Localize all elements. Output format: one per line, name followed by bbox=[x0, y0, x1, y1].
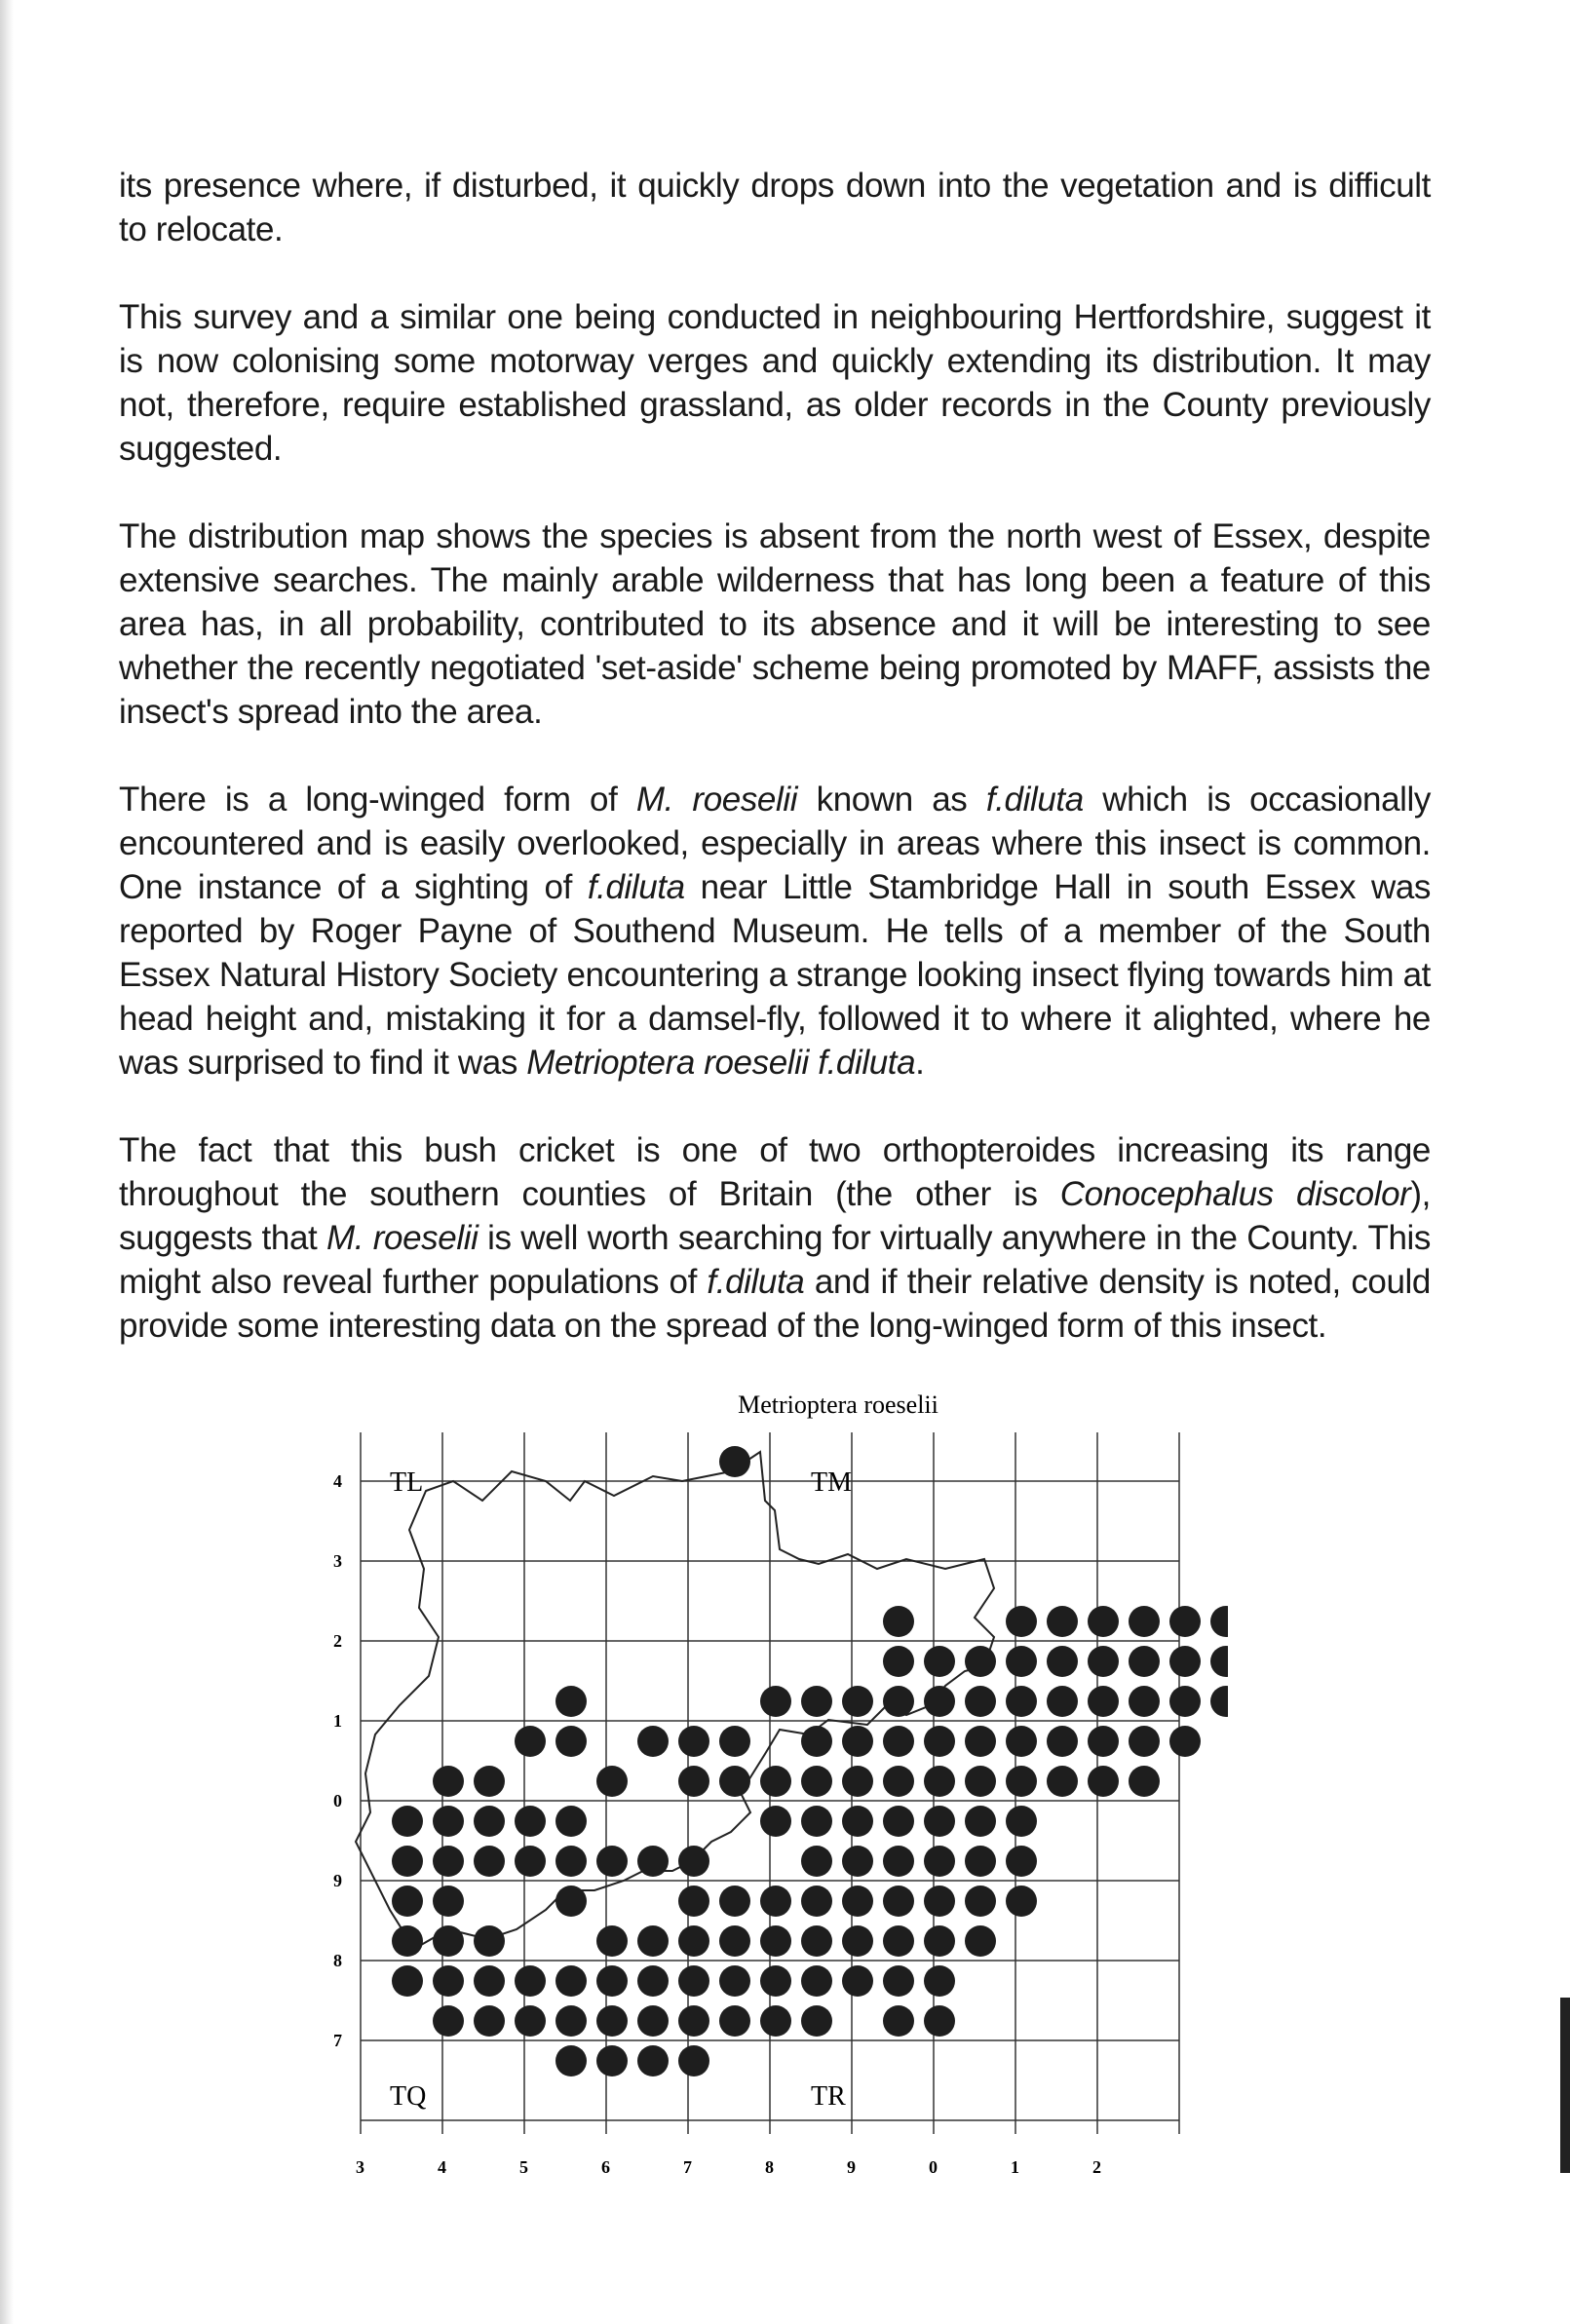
record-dot bbox=[637, 2005, 669, 2037]
record-dot bbox=[1210, 1646, 1228, 1677]
y-tick-label: 0 bbox=[333, 1791, 342, 1810]
record-dot bbox=[392, 1806, 423, 1837]
record-dot bbox=[596, 1965, 628, 1997]
record-dot bbox=[801, 1726, 832, 1757]
record-dot bbox=[596, 2045, 628, 2076]
record-dot bbox=[1047, 1726, 1078, 1757]
record-dot bbox=[801, 1846, 832, 1877]
record-dot bbox=[1006, 1726, 1037, 1757]
record-dot bbox=[760, 1886, 791, 1917]
text-run: ), suggests that bbox=[119, 1175, 1431, 1257]
paragraph bbox=[119, 514, 1431, 734]
x-tick-label: 0 bbox=[929, 2157, 938, 2177]
record-dot bbox=[883, 1846, 914, 1877]
x-tick-label: 1 bbox=[1011, 2157, 1019, 2177]
record-dot bbox=[965, 1925, 996, 1957]
record-dot bbox=[1006, 1686, 1037, 1717]
record-dot bbox=[924, 1726, 955, 1757]
record-dot bbox=[474, 1965, 505, 1997]
record-dot bbox=[637, 1726, 669, 1757]
x-tick-label: 9 bbox=[847, 2157, 856, 2177]
record-dot bbox=[515, 1846, 546, 1877]
record-dot bbox=[801, 1806, 832, 1837]
record-dot bbox=[924, 1646, 955, 1677]
record-dot bbox=[637, 1925, 669, 1957]
record-dot bbox=[678, 2045, 709, 2076]
record-dot bbox=[965, 1766, 996, 1797]
record-dot bbox=[1169, 1646, 1201, 1677]
record-dot bbox=[555, 1846, 587, 1877]
record-dot bbox=[801, 2005, 832, 2037]
record-dot bbox=[801, 1886, 832, 1917]
record-dot bbox=[760, 2005, 791, 2037]
italic-text: f.diluta bbox=[587, 868, 685, 906]
record-dot bbox=[474, 1806, 505, 1837]
record-dot bbox=[842, 1846, 873, 1877]
record-dot bbox=[515, 2005, 546, 2037]
x-tick-label: 5 bbox=[519, 2157, 528, 2177]
distribution-map bbox=[322, 1384, 1228, 2183]
record-dot bbox=[433, 1846, 464, 1877]
page-edge-shadow bbox=[0, 0, 14, 2324]
record-dot bbox=[1169, 1606, 1201, 1637]
distribution-map-svg bbox=[322, 1384, 1228, 2183]
record-dot bbox=[719, 1925, 750, 1957]
record-dot bbox=[924, 1886, 955, 1917]
x-tick-label: 2 bbox=[1092, 2157, 1101, 2177]
record-dot bbox=[515, 1726, 546, 1757]
record-dot bbox=[924, 1766, 955, 1797]
record-dot bbox=[883, 1925, 914, 1957]
record-dot bbox=[842, 1925, 873, 1957]
record-dot bbox=[842, 1766, 873, 1797]
record-dot bbox=[883, 1965, 914, 1997]
record-dot bbox=[637, 1965, 669, 1997]
text-run: its presence where, if disturbed, it quickly drops down into the vegetation and is difficult to relocate. bbox=[119, 167, 1431, 248]
record-dot bbox=[924, 1965, 955, 1997]
record-dot bbox=[392, 1925, 423, 1957]
record-dot bbox=[1088, 1646, 1119, 1677]
record-dot bbox=[965, 1726, 996, 1757]
text-run: This survey and a similar one being conducted in neighbouring Hertfordshire, suggest it is now colonising some motorway verges and quickly extending its distribution. It may not, therefore, require established grassland, as older records in the County previously suggested. bbox=[119, 298, 1431, 468]
record-dot bbox=[965, 1646, 996, 1677]
record-dot bbox=[1210, 1606, 1228, 1637]
y-tick-label: 9 bbox=[333, 1871, 342, 1890]
y-axis-ticks bbox=[333, 1471, 342, 2050]
record-dot bbox=[392, 1965, 423, 1997]
record-dot bbox=[801, 1686, 832, 1717]
y-tick-label: 1 bbox=[333, 1711, 342, 1731]
record-dot bbox=[678, 1726, 709, 1757]
y-tick-label: 7 bbox=[333, 2031, 342, 2050]
record-dot bbox=[637, 2045, 669, 2076]
record-dot bbox=[555, 1686, 587, 1717]
record-dot bbox=[1047, 1606, 1078, 1637]
record-dot bbox=[1088, 1686, 1119, 1717]
record-dot bbox=[760, 1806, 791, 1837]
record-dot bbox=[924, 2005, 955, 2037]
record-dot bbox=[555, 1726, 587, 1757]
record-dot bbox=[883, 1646, 914, 1677]
record-dot bbox=[474, 1925, 505, 1957]
record-dot bbox=[842, 1886, 873, 1917]
y-tick-label: 3 bbox=[333, 1551, 342, 1571]
record-dot bbox=[678, 1886, 709, 1917]
record-dot bbox=[474, 1846, 505, 1877]
italic-text: f.diluta bbox=[707, 1263, 805, 1301]
record-dot bbox=[1088, 1606, 1119, 1637]
grid-label-tl: TL bbox=[390, 1467, 424, 1498]
record-dot bbox=[924, 1806, 955, 1837]
record-dot bbox=[555, 2005, 587, 2037]
record-dot bbox=[555, 1965, 587, 1997]
record-dot bbox=[1047, 1686, 1078, 1717]
record-dot bbox=[719, 1726, 750, 1757]
record-dot bbox=[719, 1965, 750, 1997]
record-dot bbox=[1210, 1686, 1228, 1717]
record-dot bbox=[1129, 1766, 1160, 1797]
text-run: is well worth searching for virtually anywhere in the County. This might also reveal further populations of bbox=[119, 1219, 1431, 1301]
record-dot bbox=[1047, 1646, 1078, 1677]
paragraph bbox=[119, 164, 1431, 251]
record-dot bbox=[678, 2005, 709, 2037]
x-tick-label: 6 bbox=[601, 2157, 610, 2177]
y-tick-label: 8 bbox=[333, 1951, 342, 1970]
record-dot bbox=[924, 1846, 955, 1877]
x-tick-label: 4 bbox=[438, 2157, 446, 2177]
text-run: The fact that this bush cricket is one of two orthopteroides increasing its range throughout the southern counties of Britain (the other is bbox=[119, 1131, 1431, 1213]
record-dot bbox=[1006, 1806, 1037, 1837]
record-dot bbox=[555, 2045, 587, 2076]
italic-text: f.diluta bbox=[985, 781, 1084, 819]
x-axis-ticks bbox=[356, 2157, 1101, 2177]
x-tick-label: 3 bbox=[356, 2157, 364, 2177]
record-dot bbox=[965, 1806, 996, 1837]
grid-label-tr: TR bbox=[811, 2081, 846, 2112]
record-dot bbox=[883, 2005, 914, 2037]
record-dot bbox=[433, 2005, 464, 2037]
record-dot bbox=[883, 1686, 914, 1717]
record-dot bbox=[883, 1726, 914, 1757]
record-dot bbox=[433, 1925, 464, 1957]
italic-text: Conocephalus discolor bbox=[1059, 1175, 1411, 1213]
record-dot bbox=[1169, 1686, 1201, 1717]
record-dot bbox=[965, 1686, 996, 1717]
record-dot bbox=[719, 1446, 750, 1477]
paragraph bbox=[119, 778, 1431, 1085]
record-dot bbox=[760, 1965, 791, 1997]
y-tick-label: 2 bbox=[333, 1631, 342, 1651]
record-dot bbox=[392, 1846, 423, 1877]
record-dot bbox=[760, 1925, 791, 1957]
paragraph bbox=[119, 295, 1431, 471]
record-dot bbox=[1129, 1606, 1160, 1637]
record-dot bbox=[515, 1806, 546, 1837]
record-dot bbox=[1129, 1686, 1160, 1717]
body-text bbox=[119, 164, 1431, 1391]
record-dot bbox=[596, 1846, 628, 1877]
record-dot bbox=[842, 1965, 873, 1997]
map-title: Metrioptera roeselii bbox=[738, 1391, 938, 1419]
text-run: known as bbox=[797, 781, 986, 819]
record-dot bbox=[1129, 1726, 1160, 1757]
record-dot bbox=[433, 1886, 464, 1917]
record-dot bbox=[801, 1925, 832, 1957]
record-dot bbox=[1088, 1766, 1119, 1797]
record-dot bbox=[924, 1925, 955, 1957]
record-dots bbox=[392, 1446, 1228, 2076]
record-dot bbox=[637, 1846, 669, 1877]
record-dot bbox=[883, 1606, 914, 1637]
record-dot bbox=[596, 1766, 628, 1797]
record-dot bbox=[433, 1766, 464, 1797]
italic-text: Metrioptera roeselii f.diluta bbox=[526, 1044, 916, 1082]
record-dot bbox=[801, 1766, 832, 1797]
record-dot bbox=[678, 1766, 709, 1797]
record-dot bbox=[965, 1886, 996, 1917]
record-dot bbox=[678, 1925, 709, 1957]
record-dot bbox=[678, 1965, 709, 1997]
record-dot bbox=[760, 1766, 791, 1797]
text-run: . bbox=[915, 1044, 925, 1082]
record-dot bbox=[474, 1766, 505, 1797]
record-dot bbox=[924, 1686, 955, 1717]
record-dot bbox=[842, 1686, 873, 1717]
text-run: There is a long-winged form of bbox=[119, 781, 636, 819]
record-dot bbox=[760, 1686, 791, 1717]
record-dot bbox=[965, 1846, 996, 1877]
y-tick-label: 4 bbox=[333, 1471, 342, 1491]
record-dot bbox=[883, 1806, 914, 1837]
text-run: which is occasionally encountered and is easily overlooked, especially in areas where this insect is common. One instance of a sighting of bbox=[119, 781, 1431, 906]
record-dot bbox=[1006, 1646, 1037, 1677]
record-dot bbox=[1129, 1646, 1160, 1677]
record-dot bbox=[1169, 1726, 1201, 1757]
record-dot bbox=[596, 1925, 628, 1957]
record-dot bbox=[433, 1965, 464, 1997]
record-dot bbox=[555, 1886, 587, 1917]
record-dot bbox=[801, 1965, 832, 1997]
italic-text: M. roeselii bbox=[326, 1219, 479, 1257]
grid-label-tm: TM bbox=[811, 1467, 852, 1498]
record-dot bbox=[433, 1806, 464, 1837]
text-run: and if their relative density is noted, could provide some interesting data on the spread of the long-winged form of this insect. bbox=[119, 1263, 1431, 1345]
grid-label-tq: TQ bbox=[390, 2081, 427, 2112]
record-dot bbox=[719, 1766, 750, 1797]
record-dot bbox=[555, 1806, 587, 1837]
record-dot bbox=[1047, 1766, 1078, 1797]
record-dot bbox=[1006, 1886, 1037, 1917]
record-dot bbox=[883, 1886, 914, 1917]
italic-text: M. roeselii bbox=[635, 781, 798, 819]
record-dot bbox=[474, 2005, 505, 2037]
record-dot bbox=[596, 2005, 628, 2037]
record-dot bbox=[883, 1766, 914, 1797]
record-dot bbox=[1006, 1766, 1037, 1797]
x-tick-label: 7 bbox=[683, 2157, 692, 2177]
record-dot bbox=[719, 1886, 750, 1917]
record-dot bbox=[515, 1965, 546, 1997]
record-dot bbox=[719, 2005, 750, 2037]
record-dot bbox=[842, 1726, 873, 1757]
scan-edge-mark bbox=[1560, 1998, 1570, 2173]
record-dot bbox=[678, 1846, 709, 1877]
record-dot bbox=[1006, 1846, 1037, 1877]
record-dot bbox=[842, 1806, 873, 1837]
text-run: near Little Stambridge Hall in south Essex was reported by Roger Payne of Southend Museum. He tells of a member of the South Essex Natural History Society encountering a strange looking insect flying towards him at head height and, mistaking it for a damsel-fly, followed it to where it alighted, where he was surprised to find it was bbox=[119, 868, 1432, 1082]
record-dot bbox=[392, 1886, 423, 1917]
paragraph bbox=[119, 1128, 1431, 1348]
x-tick-label: 8 bbox=[765, 2157, 774, 2177]
record-dot bbox=[1006, 1606, 1037, 1637]
text-run: The distribution map shows the species is absent from the north west of Essex, despite extensive searches. The mainly arable wilderness that has long been a feature of this area has, in all probability, contributed to its absence and it will be interesting to see whether the recently negotiated 'set-aside' scheme being promoted by MAFF, assists the insect's spread into the area. bbox=[119, 517, 1431, 731]
record-dot bbox=[1088, 1726, 1119, 1757]
